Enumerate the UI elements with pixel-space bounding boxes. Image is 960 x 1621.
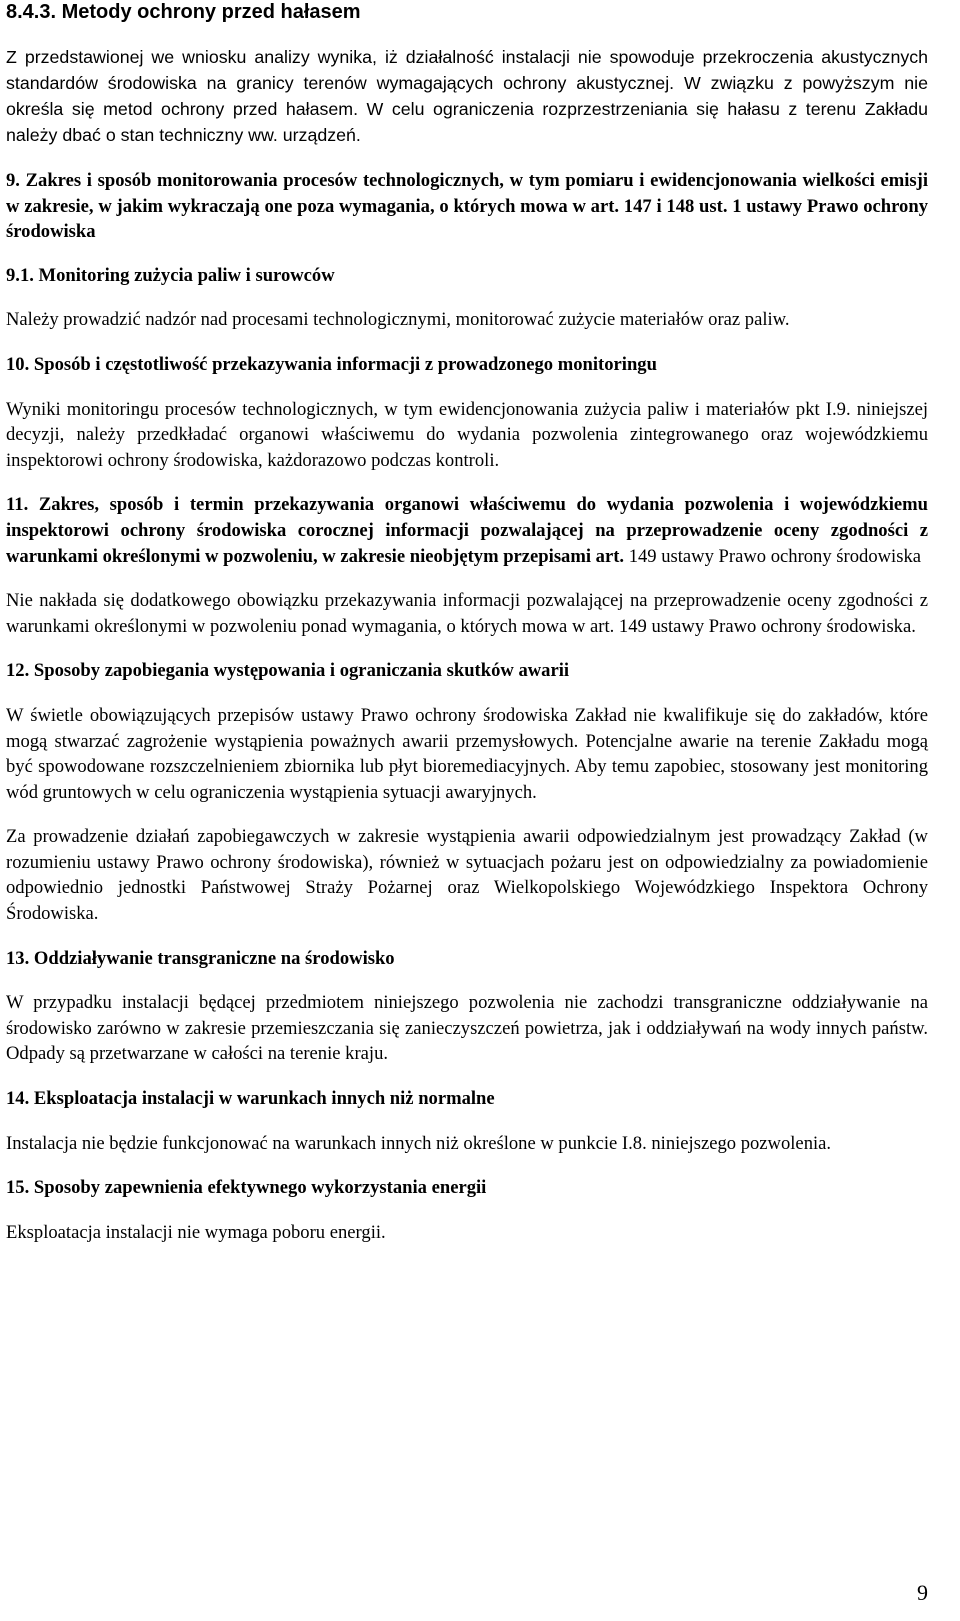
section-heading-11-regular: 149 ustawy Prawo ochrony środowiska <box>624 545 921 567</box>
page-number: 9 <box>917 1580 928 1605</box>
section-heading-9-1: 9.1. Monitoring zużycia paliw i surowców <box>6 264 335 286</box>
paragraph-annual-information: Nie nakłada się dodatkowego obowiązku przekazywania informacji pozwalającej na przeprowadzenie oceny zgodności z warunkami określonymi w pozwoleniu ponad wymagania, o których mowa w art. 149 ustawy Prawo ochrony środowiska. <box>6 590 928 637</box>
paragraph-noise-protection: Z przedstawionej we wniosku analizy wynika, iż działalność instalacji nie spowoduje przekroczenia akustycznych standardów środowiska na granicy terenów wymagających ochrony akustycznej. W związku z powyższym nie określa się metod ochrony przed hałasem. W celu ograniczenia rozprzestrzeniania się hałasu z terenu Zakładu należy dbać o stan techniczny ww. urządzeń. <box>6 47 928 145</box>
paragraph-monitoring-reporting: Wyniki monitoringu procesów technologicznych, w tym ewidencjonowania zużycia paliw i materiałów pkt I.9. niniejszej decyzji, należy przedkładać organowi właściwemu do wydania pozwolenia zintegrowanego oraz wojewódzkiemu inspektorowi ochrony środowiska, każdorazowo podczas kontroli. <box>6 398 928 471</box>
section-heading-9: 9. Zakres i sposób monitorowania procesów technologicznych, w tym pomiaru i ewidencjonowania wielkości emisji w zakresie, w jakim wykraczają one poza wymagania, o których mowa w art. 147 i 148 ust. 1 ustawy Prawo ochrony środowiska <box>6 170 928 243</box>
paragraph-accident-prevention-1: W świetle obowiązujących przepisów ustawy Prawo ochrony środowiska Zakład nie kwalifikuje się do zakładów, które mogą stwarzać zagrożenie wystąpienia poważnych awarii przemysłowych. Potencjalne awarie na terenie Zakładu mogą być spowodowane rozszczelnieniem zbiornika lub płyt bioremediacyjnych. Aby temu zapobiec, stosowany jest monitoring wód gruntowych w celu ograniczenia wystąpienia sytuacji awaryjnych. <box>6 704 928 803</box>
paragraph-abnormal-conditions: Instalacja nie będzie funkcjonować na warunkach innych niż określone w punkcie I.8. niniejszego pozwolenia. <box>6 1132 832 1154</box>
paragraph-accident-prevention-2: Za prowadzenie działań zapobiegawczych w zakresie wystąpienia awarii odpowiedzialnym jest prowadzący Zakład (w rozumieniu ustawy Prawo ochrony środowiska), również w sytuacjach pożaru jest on odpowiedzialny za powiadomienie odpowiednio jednostki Państwowej Straży Pożarnej oraz Wielkopolskiego Wojewódzkiego Inspektora Ochrony Środowiska. <box>6 826 928 925</box>
section-heading-8-4-3: 8.4.3. Metody ochrony przed hałasem <box>6 1 361 23</box>
section-heading-15: 15. Sposoby zapewnienia efektywnego wykorzystania energii <box>6 1177 487 1199</box>
paragraph-energy-efficiency: Eksploatacja instalacji nie wymaga poboru energii. <box>6 1221 386 1243</box>
section-heading-14: 14. Eksploatacja instalacji w warunkach innych niż normalne <box>6 1088 495 1110</box>
section-heading-10: 10. Sposób i częstotliwość przekazywania informacji z prowadzonego monitoringu <box>6 353 657 375</box>
paragraph-transboundary-impact: W przypadku instalacji będącej przedmiotem niniejszego pozwolenia nie zachodzi transgraniczne oddziaływanie na środowisko zarówno w zakresie przemieszczania się zanieczyszczeń powietrza, jak i oddziaływań na wody innych państw. Odpady są przetwarzane w całości na terenie kraju. <box>6 992 928 1065</box>
section-heading-13: 13. Oddziaływanie transgraniczne na środowisko <box>6 947 395 969</box>
paragraph-fuel-monitoring: Należy prowadzić nadzór nad procesami technologicznymi, monitorować zużycie materiałów oraz paliw. <box>6 309 790 331</box>
section-heading-12: 12. Sposoby zapobiegania występowania i ograniczania skutków awarii <box>6 660 570 682</box>
section-heading-11-bold: 11. Zakres, sposób i termin przekazywania organowi właściwemu do wydania pozwolenia i wojewódzkiemu inspektorowi ochrony środowiska corocznej informacji pozwalającej na przeprowadzenie oceny zgodności z warunkami określonymi w pozwoleniu, w zakresie nieobjętym przepisami art. <box>6 494 928 567</box>
document-page <box>6 0 928 1245</box>
section-heading-11 <box>6 492 928 569</box>
